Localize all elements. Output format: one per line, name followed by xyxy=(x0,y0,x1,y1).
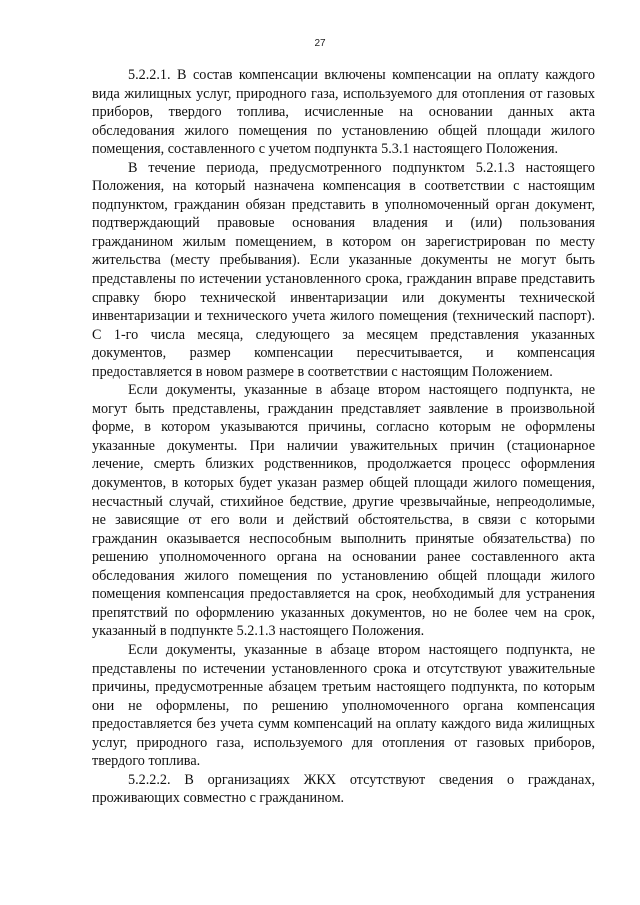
document-body xyxy=(92,66,595,808)
page-number: 27 xyxy=(314,38,326,49)
paragraph-5-2-2-2: 5.2.2.2. В организациях ЖКХ отсутствуют сведения о гражданах, проживающих совместно с гражданином. xyxy=(92,771,595,807)
paragraph-valid-reasons: Если документы, указанные в абзаце втором настоящего подпункта, не могут быть представлены, гражданин представляет заявление в произвольной форме, в котором указываются причины, согласно которым не оформлены указанные документы. При наличии уважительных причин (стационарное лечение, смерть близких родственников, продолжается процесс оформления документов, в которых будет указан размер общей площади жилого помещения, несчастный случай, стихийное бедствие, другие чрезвычайные, непреодолимые, не зависящие от его воли и действий обстоятельства, в связи с которыми гражданин оказывается неспособным выполнить принятые обязательства) по решению уполномоченного органа на основании ранее составленного акта обследования жилого помещения по установлению общей площади жилого помещения компенсация предоставляется на срок, необходимый для устранения препятствий по оформлению указанных документов, но не более чем на срок, указанный в подпункте 5.2.1.3 настоящего Положения. xyxy=(92,382,595,640)
paragraph-5-2-2-1: 5.2.2.1. В состав компенсации включены компенсации на оплату каждого вида жилищных услуг, природного газа, используемого для отопления от газовых приборов, твердого топлива, исчисленные на основании данных акта обследования жилого помещения по установлению общей площади жилого помещения, составленного с учетом подпункта 5.3.1 настоящего Положения. xyxy=(92,67,595,158)
paragraph-no-valid-reasons: Если документы, указанные в абзаце втором настоящего подпункта, не представлены по истечении установленного срока и отсутствуют уважительные причины, предусмотренные абзацем третьим настоящего подпункта, по которым они не оформлены, по решению уполномоченного органа компенсация предоставляется без учета сумм компенсаций на оплату каждого вида жилищных услуг, природного газа, используемого для отопления от газовых приборов, твердого топлива. xyxy=(92,641,595,770)
paragraph-document-submission-period: В течение периода, предусмотренного подпунктом 5.2.1.3 настоящего Положения, на который назначена компенсация в соответствии с настоящим подпунктом, гражданин обязан представить в уполномоченный орган документ, подтверждающий правовые основания владения и (или) пользования гражданином жилым помещением, в котором он зарегистрирован по месту жительства (месту пребывания). Если указанные документы не могут быть представлены по истечении установленного срока, гражданин вправе представить справку бюро технической инвентаризации или документы технической инвентаризации и технического учета жилого помещения (технический паспорт). С 1-го числа месяца, следующего за месяцем представления указанных документов, размер компенсации пересчитывается, и компенсация предоставляется в новом размере в соответствии с настоящим Положением. xyxy=(92,159,595,380)
